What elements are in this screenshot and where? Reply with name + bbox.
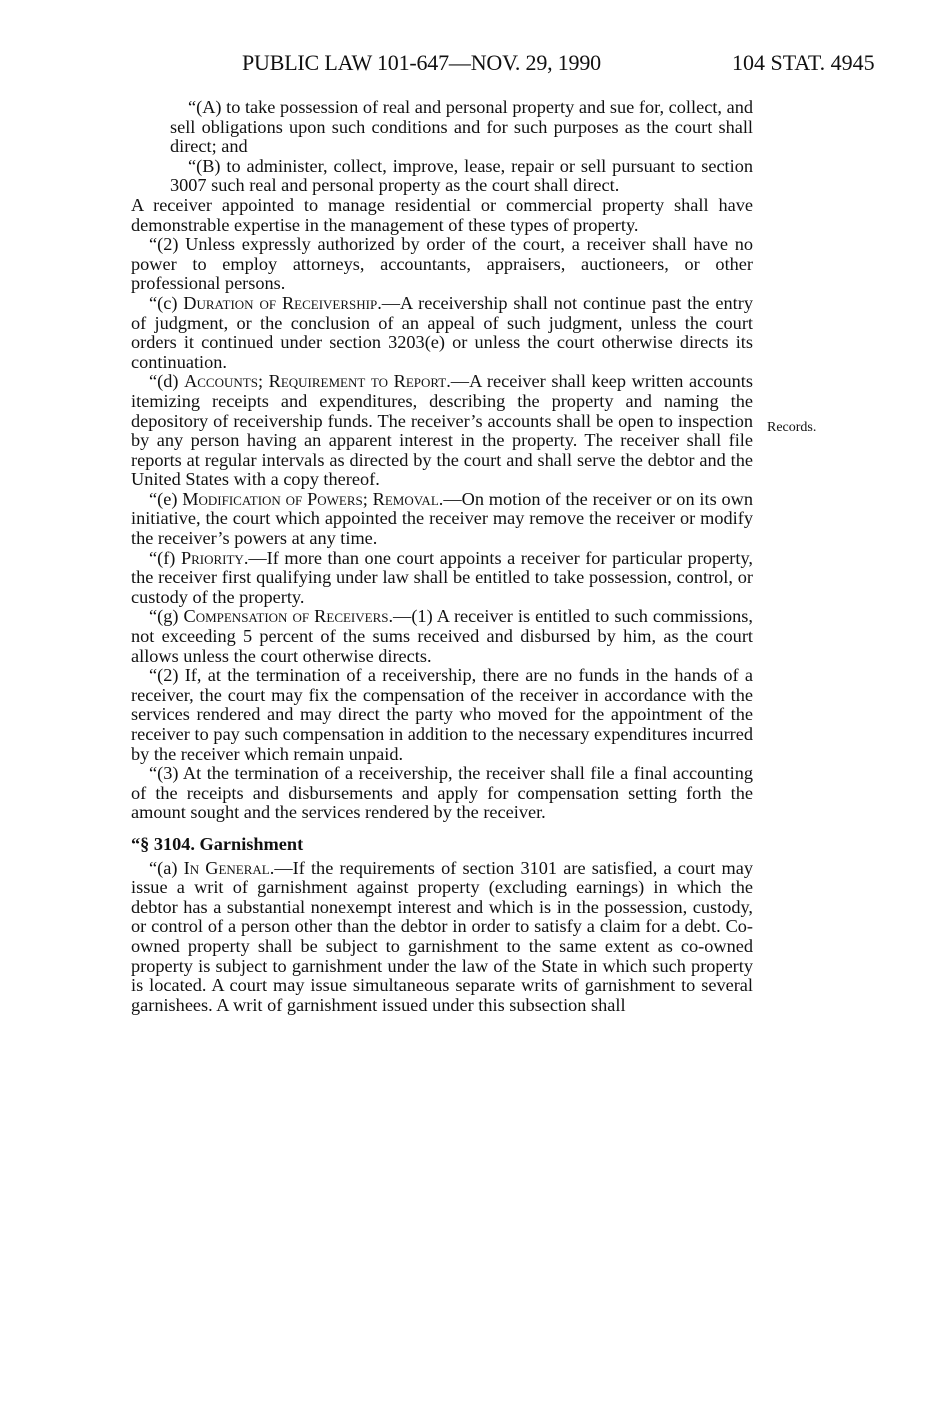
- subsection-e: [131, 490, 753, 549]
- subsection-d-prefix: “(d): [149, 371, 185, 392]
- document-body: [131, 98, 753, 1015]
- public-law-citation: PUBLIC LAW 101-647—NOV. 29, 1990: [242, 50, 601, 75]
- receiver-expertise-paragraph: A receiver appointed to manage residential or commercial property shall have demonstrable expertise in the management of these types of property.: [131, 194, 753, 235]
- paragraph-b: “(B) to administer, collect, improve, lease, repair or sell pursuant to section 3007 such real and personal property as the court shall direct.: [170, 155, 753, 196]
- statute-page-number: 104 STAT. 4945: [732, 50, 875, 75]
- running-header: [0, 50, 949, 84]
- section-heading: “§ 3104. Garnishment: [131, 833, 304, 854]
- subsection-g-text: .—(1) A receiver is entitled to such commissions, not exceeding 5 percent of the sums received and disbursed by him, as the court allows unless the court otherwise directs.: [131, 606, 753, 666]
- paragraph-g3: “(3) At the termination of a receivership, the receiver shall file a final accounting of the receipts and disbursements and apply for compensation setting forth the amount sought and the services rendered by the receiver.: [131, 763, 753, 823]
- subsection-d-heading: Accounts; Requirement to Report: [184, 371, 447, 392]
- subsection-a: [131, 859, 753, 1016]
- subsection-e-text: .—On motion of the receiver or on its own initiative, the court which appointed the receiver may remove the receiver or modify the receiver’s powers at any time.: [131, 488, 753, 549]
- subsection-c-heading: Duration of Receivership: [183, 292, 378, 313]
- subsection-g-prefix: “(g): [149, 606, 184, 627]
- subsection-e-prefix: “(e): [149, 488, 183, 509]
- paragraph-b2: “(2) Unless expressly authorized by order of the court, a receiver shall have no power to employ attorneys, accountants, appraisers, auctioneers, or other professional persons.: [131, 234, 753, 294]
- margin-note: Records.: [767, 420, 817, 435]
- subsection-a-prefix: “(a): [149, 857, 184, 878]
- subsection-g: [131, 607, 753, 666]
- subparagraph-block: [131, 98, 753, 196]
- subsection-a-heading: In General: [183, 857, 270, 878]
- subsection-c-text: .—A receivership shall not continue past the entry of judgment, or the conclusion of an appeal of such judgment, unless the court orders it continued under section 3203(e) or unless the court otherwise directs its continuation.: [131, 292, 753, 372]
- subsection-e-heading: Modification of Powers; Removal: [182, 488, 439, 509]
- subsection-f: [131, 549, 753, 608]
- subsection-d: [131, 372, 753, 490]
- subsection-g-heading: Compensation of Receivers: [183, 606, 389, 627]
- paragraph-g2: “(2) If, at the termination of a receivership, there are no funds in the hands of a receiver, the court may fix the compensation of the receiver in accordance with the services rendered and may direct the party who moved for the appointment of the receiver to pay such compensation in addition to the necessary expenditures incurred by the receiver which remain unpaid.: [131, 665, 753, 764]
- subsection-f-text: .—If more than one court appoints a receiver for particular property, the receiver first qualifying under law shall be entitled to take possession, control, or custody of the property.: [131, 547, 753, 607]
- subsection-f-heading: Priority: [180, 547, 244, 568]
- paragraph-a: “(A) to take possession of real and personal property and sue for, collect, and sell obligations upon such conditions and for such purposes as the court shall direct; and: [170, 97, 753, 157]
- subsection-a-text: .—If the requirements of section 3101 are satisfied, a court may issue a writ of garnishment against property (excluding earnings) in which the debtor has a substantial nonexempt interest and which is in the possession, custody, or control of a person other than the debtor in order to satisfy a claim for a debt. Co-owned property shall be subject to garnishment to the same extent as co-owned property is subject to garnishment under the law of the State in which such property is located. A court may issue simultaneous separate writs of garnishment to several garnishees. A writ of garnishment issued under this subsection shall: [131, 857, 753, 1015]
- subsection-c: [131, 294, 753, 372]
- subsection-c-prefix: “(c): [149, 292, 184, 313]
- subsection-f-prefix: “(f): [149, 547, 181, 568]
- subsection-d-text: .—A receiver shall keep written accounts itemizing receipts and expenditures, describing the property and naming the depository of receivership funds. The receiver’s accounts shall be open to inspection by any person having an apparent interest in the property. The receiver shall file reports at regular intervals as directed by the court and shall serve the debtor and the United States with a copy thereof.: [131, 371, 753, 490]
